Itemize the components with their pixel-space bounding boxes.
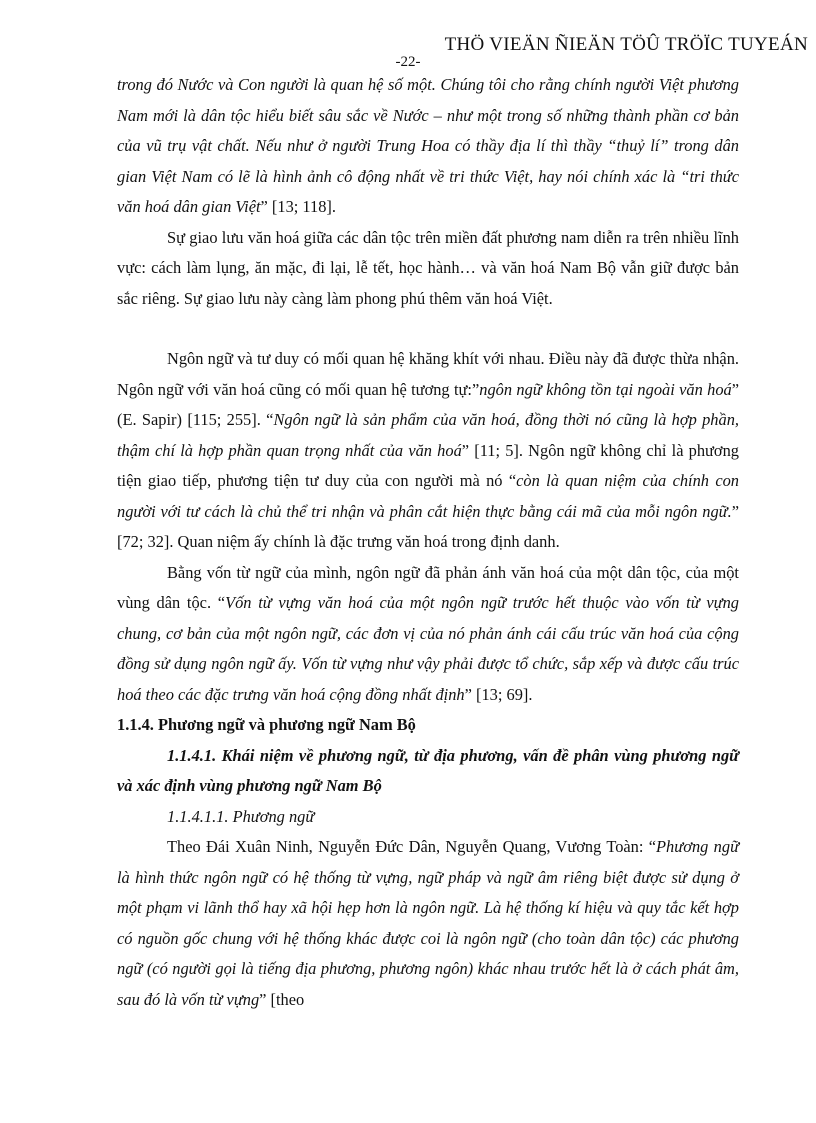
italic-quote: trong đó Nước và Con người là quan hệ số một. Chúng tôi cho rằng chính người Việt phương Nam mới là dân tộc hiểu biết sâu sắc về Nước – như một trong số những thành phần cơ bản của vũ trụ vật chất. Nếu như ở người Trung Hoa có thầy địa lí thì thầy “thuỷ lí” trong dân gian Việt Nam có lẽ là hình ảnh cô động nhất về tri thức Việt, hay nói chính xác là “tri thức văn hoá dân gian Việt [117,75,739,216]
italic-quote: Ngôn ngữ là sản phẩm của văn hoá, đồng thời nó cũng là hợp phần, thậm chí là hợp phần quan trọng nhất của văn hoá [117,410,739,460]
paragraph-3 [117,344,739,558]
paragraph-1 [117,70,739,223]
section-heading-1-1-4-1: 1.1.4.1. Khái niệm về phương ngữ, từ địa phương, vấn đề phân vùng phương ngữ và xác định vùng phương ngữ Nam Bộ [117,745,739,795]
paragraph-2: Sự giao lưu văn hoá giữa các dân tộc trên miền đất phương nam diễn ra trên nhiều lĩnh vực: cách làm lụng, ăn mặc, đi lại, lễ tết, học hành… và văn hoá Nam Bộ vẫn giữ được bản sắc riêng. Sự giao lưu này càng làm phong phú thêm văn hoá Việt. [117,227,739,308]
body-text: Ngôn ngữ và tư duy có mối quan hệ khăng khít với nhau. Điều này đã được thừa nhận. Ngôn ngữ với văn hoá cũng có mối quan hệ tương tự:” [117,349,739,399]
body-text: ” (E. Sapir) [115; 255]. “ [117,379,739,429]
body-text: Theo Đái Xuân Ninh, Nguyễn Đức Dân, Nguyễn Quang, Vương Toàn: “ [167,837,657,856]
italic-quote: còn là quan niệm của chính con người với tư cách là chủ thể tri nhận và phân cắt hiện thực bằng cái mã của mỗi ngôn ngữ. [117,471,739,521]
paragraph-5 [117,832,739,1015]
section-heading-1-1-4: 1.1.4. Phương ngữ và phương ngữ Nam Bộ [117,715,416,734]
page-number: -22- [395,54,421,70]
section-heading-1-1-4-1-1: 1.1.4.1.1. Phương ngữ [167,806,315,826]
italic-quote: ngôn ngữ không tồn tại ngoài văn hoá [479,379,732,399]
paragraph-4 [117,558,739,711]
library-watermark: THÖ VIEÄN ÑIEÄN TÖÛ TRÖÏC TUYEÁN [444,34,808,55]
body-text: ” [72; 32]. Quan niệm ấy chính là đặc trưng văn hoá trong định danh. [117,501,739,551]
body-text: ” [11; 5]. Ngôn ngữ không chỉ là phương tiện giao tiếp, phương tiện tư duy của con người mà nó “ [117,440,739,490]
page-body [117,70,739,1015]
italic-quote: Phương ngữ là hình thức ngôn ngữ có hệ thống từ vựng, ngữ pháp và ngữ âm riêng biệt được sử dụng ở một phạm vi lãnh thổ hay xã hội hẹp hơn là ngôn ngữ. Là hệ thống kí hiệu và quy tắc kết hợp có nguồn gốc chung với hệ thống khác được coi là ngôn ngữ (cho toàn dân tộc) các phương ngữ (có người gọi là tiếng địa phương, phương ngôn) khác nhau trước hết là ở cách phát âm, sau đó là vốn từ vựng [117,837,740,1009]
body-text: Bằng vốn từ ngữ của mình, ngôn ngữ đã phản ánh văn hoá của một dân tộc, của một vùng dân tộc. “ [117,562,739,612]
citation-text: ” [13; 118]. [260,197,336,216]
body-text: ” [theo [259,989,305,1009]
italic-quote: Vốn từ vựng văn hoá của một ngôn ngữ trước hết thuộc vào vốn từ vựng chung, cơ bản của một ngôn ngữ, các đơn vị của nó phản ánh cái cấu trúc văn hoá của cộng đồng sử dụng ngôn ngữ ấy. Vốn từ vựng như vậy phải được tổ chức, sắp xếp và được cấu trúc hoá theo các đặc trưng văn hoá cộng đồng nhất định [117,593,739,704]
body-text: ” [13; 69]. [464,684,533,704]
paragraph-spacer [117,314,739,344]
